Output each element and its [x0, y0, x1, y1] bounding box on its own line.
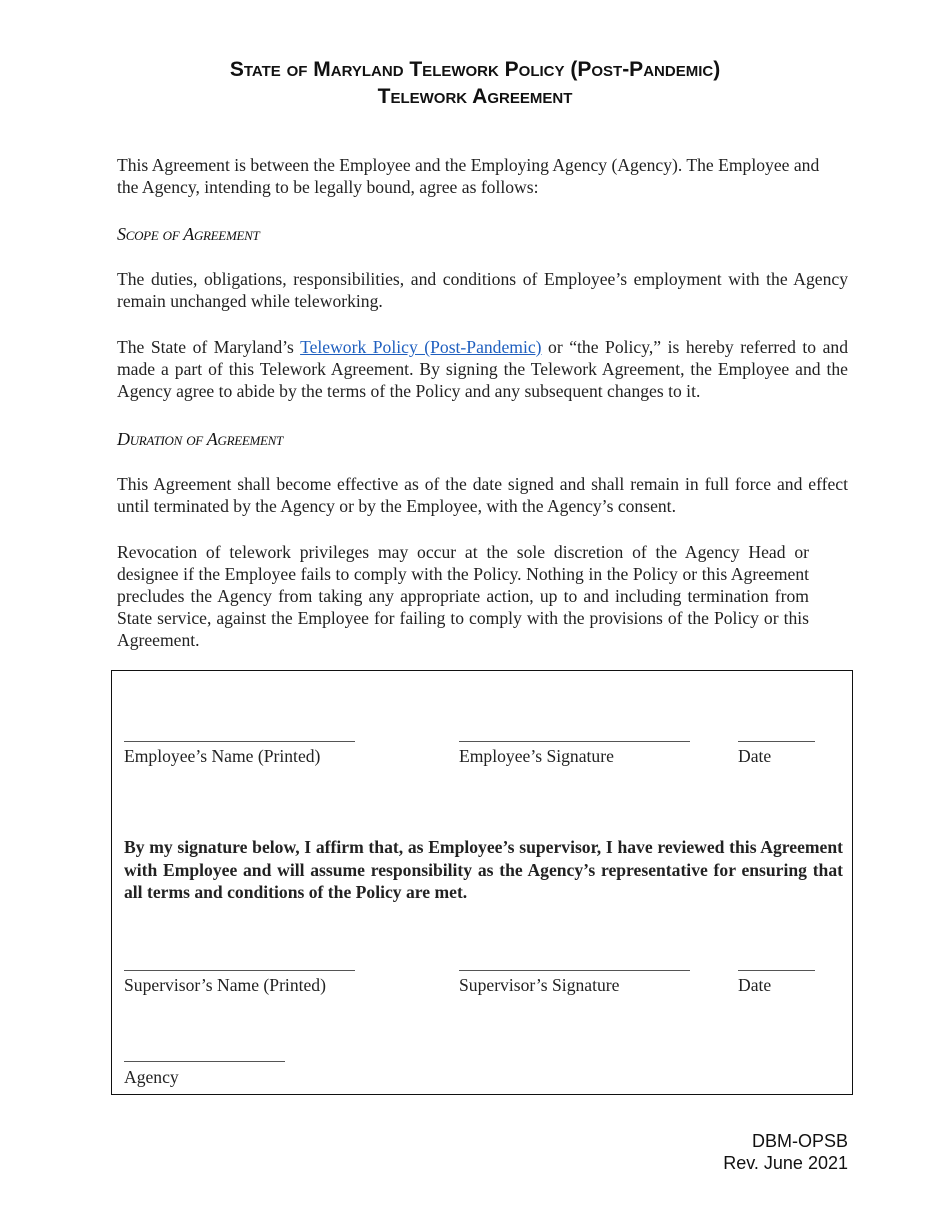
telework-policy-link[interactable]: Telework Policy (Post-Pandemic)	[300, 337, 542, 357]
signature-box	[111, 670, 853, 1095]
supervisor-date-line[interactable]	[738, 970, 815, 971]
supervisor-signature-label: Supervisor’s Signature	[459, 975, 620, 995]
supervisor-affirmation: By my signature below, I affirm that, as Employee’s supervisor, I have reviewed this Agreement with Employee and will assume responsibility as the Agency’s representative for ensuring that all terms and conditions of the Policy are met.	[124, 837, 843, 902]
footer-revision: Rev. June 2021	[723, 1153, 848, 1173]
scope-paragraph-2-suffix: or “the Policy,” is hereby referred to and made a part of this Telework Agreement. By signing the Telework Agreement, the Employee and the Agency agree to abide by the terms of the Policy and any subsequent changes to it.	[117, 337, 848, 401]
intro-paragraph: This Agreement is between the Employee and the Employing Agency (Agency). The Employee and the Agency, intending to be legally bound, agree as follows:	[117, 155, 820, 197]
supervisor-date-label: Date	[738, 975, 772, 995]
scope-paragraph-2	[117, 336, 848, 402]
supervisor-name-label: Supervisor’s Name (Printed)	[124, 975, 326, 995]
supervisor-signature-line[interactable]	[459, 970, 690, 971]
duration-paragraph-2: Revocation of telework privileges may occur at the sole discretion of the Agency Head or designee if the Employee fails to comply with the Policy. Nothing in the Policy or this Agreement precludes the Agency from taking any appropriate action, up to and including termination from State service, against the Employee for failing to comply with the provisions of the Policy or this Agreement.	[117, 542, 809, 650]
footer-form-id: DBM-OPSB	[751, 1131, 848, 1151]
duration-heading: Duration of Agreement	[117, 429, 283, 449]
supervisor-name-line[interactable]	[124, 970, 355, 971]
employee-date-line[interactable]	[738, 741, 815, 742]
employee-signature-line[interactable]	[459, 741, 690, 742]
agency-label: Agency	[124, 1067, 179, 1087]
document-title-line2: Telework Agreement	[377, 85, 573, 108]
document-title-line1: State of Maryland Telework Policy (Post-Pandemic)	[229, 58, 721, 81]
employee-name-line[interactable]	[124, 741, 355, 742]
employee-date-label: Date	[738, 746, 772, 766]
scope-heading: Scope of Agreement	[117, 224, 260, 244]
employee-name-label: Employee’s Name (Printed)	[124, 746, 321, 766]
scope-paragraph-2-prefix: The State of Maryland’s	[117, 337, 301, 357]
duration-paragraph-1: This Agreement shall become effective as of the date signed and shall remain in full force and effect until terminated by the Agency or by the Employee, with the Agency’s consent.	[117, 474, 848, 516]
employee-signature-label: Employee’s Signature	[459, 746, 614, 766]
agency-line[interactable]	[124, 1061, 285, 1062]
scope-paragraph-1: The duties, obligations, responsibilities, and conditions of Employee’s employment with the Agency remain unchanged while teleworking.	[117, 269, 848, 311]
